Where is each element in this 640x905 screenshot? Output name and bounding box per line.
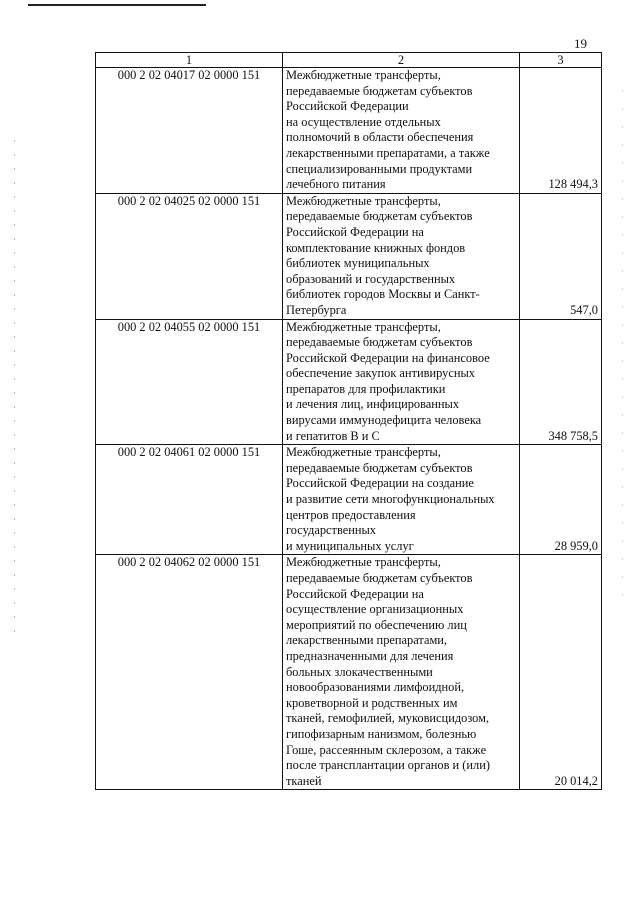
description-line: препаратов для профилактики [286,381,446,396]
budget-code-cell: 000 2 02 04055 02 0000 151 [96,319,283,445]
description-line: передаваемые бюджетам субъектов [286,460,473,475]
description-line: Гоше, рассеянным склерозом, а также [286,742,487,757]
description-line: Межбюджетные трансферты, [286,319,441,334]
description-line: Петербурга [286,302,347,317]
description-line: и гепатитов В и С [286,428,380,443]
description-line: образований и государственных [286,271,456,286]
description-line: государственных [286,523,377,538]
table-row [96,319,602,445]
description-line: Российской Федерации на [286,586,424,601]
description-line: передаваемые бюджетам субъектов [286,83,473,98]
description-line: вирусами иммунодефицита человека [286,413,482,428]
description-line: передаваемые бюджетам субъектов [286,209,473,224]
table-row [96,555,602,790]
description-line: больных злокачественными [286,664,433,679]
scan-dots-right [622,90,623,610]
description-line: библиотек муниципальных [286,256,430,271]
amount-cell: 348 758,5 [520,319,602,445]
description-line: предназначенными для лечения [286,648,454,663]
description-line: лекарственными препаратами, [286,633,448,648]
description-line: Российской Федерации [286,99,409,114]
budget-code-cell: 000 2 02 04017 02 0000 151 [96,68,283,194]
description-line: гипофизарным нанизмом, болезнью [286,726,477,741]
budget-table [95,52,602,790]
description-line: кроветворной и родственных им [286,695,458,710]
description-line: Межбюджетные трансферты, [286,555,441,570]
description-line: новообразованиями лимфоидной, [286,680,465,695]
description-line: после трансплантации органов и (или) [286,758,490,773]
description-line: передаваемые бюджетам субъектов [286,335,473,350]
scan-artifact-line [28,4,206,6]
column-header-description: 2 [283,53,520,68]
amount-cell: 28 959,0 [520,445,602,555]
description-line: Межбюджетные трансферты, [286,193,441,208]
description-line: передаваемые бюджетам субъектов [286,571,473,585]
description-cell [283,319,520,445]
description-cell [283,193,520,319]
description-line: тканей, гемофилией, муковисцидозом, [286,711,490,726]
description-cell [283,445,520,555]
budget-code-cell: 000 2 02 04061 02 0000 151 [96,445,283,555]
description-line: обеспечение закупок антивирусных [286,366,475,381]
description-line: лекарственными препаратами, а также [286,145,490,160]
description-cell [283,68,520,194]
scan-dots-left [14,140,15,640]
table-header-row [96,53,602,68]
description-line: комплектование книжных фондов [286,240,466,255]
description-line: Межбюджетные трансферты, [286,68,441,82]
description-line: центров предоставления [286,507,416,522]
description-line: и развитие сети многофункциональных [286,492,495,507]
budget-code-cell: 000 2 02 04062 02 0000 151 [96,555,283,790]
column-header-code: 1 [96,53,283,68]
table-row [96,68,602,194]
description-line: и муниципальных услуг [286,538,414,553]
table-row [96,193,602,319]
amount-cell: 547,0 [520,193,602,319]
description-line: Российской Федерации на [286,224,424,239]
description-line: тканей [286,773,322,788]
description-line: на осуществление отдельных [286,114,441,129]
description-line: библиотек городов Москвы и Санкт- [286,287,480,302]
page-number: 19 [574,36,587,51]
description-cell [283,555,520,790]
description-line: Российской Федерации на создание [286,476,474,491]
table-row [96,445,602,555]
description-line: Межбюджетные трансферты, [286,445,441,460]
budget-code-cell: 000 2 02 04025 02 0000 151 [96,193,283,319]
amount-cell: 20 014,2 [520,555,602,790]
description-line: Российской Федерации на финансовое [286,350,490,365]
description-line: мероприятий по обеспечению лиц [286,617,467,632]
column-header-amount: 3 [520,53,602,68]
amount-cell: 128 494,3 [520,68,602,194]
description-line: полномочий в области обеспечения [286,130,474,145]
description-line: специализированными продуктами [286,161,473,176]
description-line: лечебного питания [286,177,386,192]
description-line: осуществление организационных [286,602,464,617]
description-line: и лечения лиц, инфицированных [286,397,460,412]
